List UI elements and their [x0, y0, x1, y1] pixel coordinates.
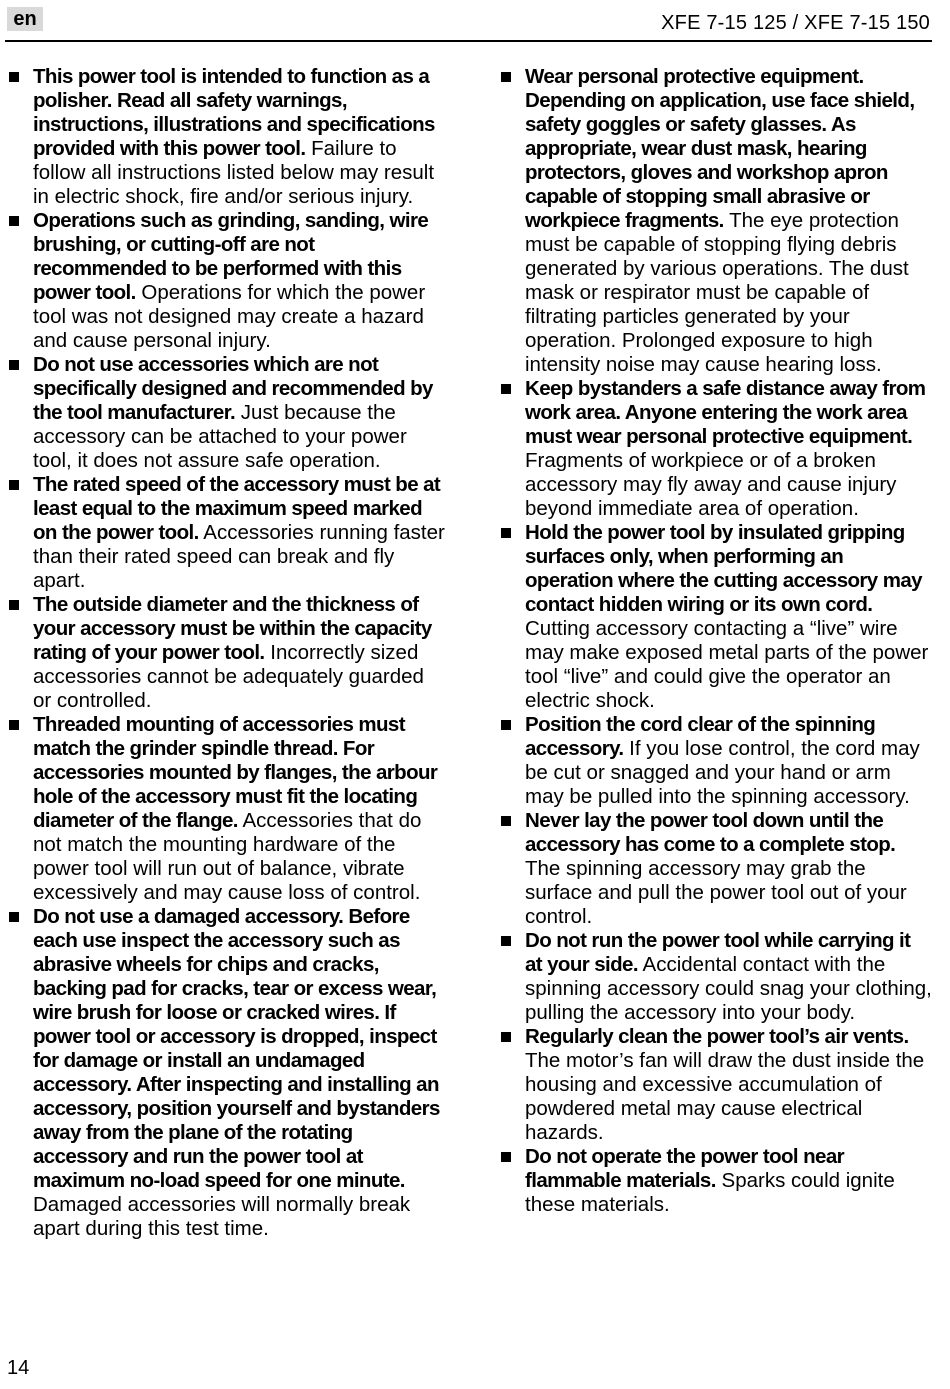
bullet-icon	[501, 528, 511, 538]
item-bold-text: Regularly clean the power tool’s air vents.	[525, 1025, 909, 1048]
bullet-icon	[501, 72, 511, 82]
item-text: Just because the accessory can be attached to your power tool, it does not assure safe operation.	[33, 401, 407, 472]
item-text: Failure to follow all instructions listed below may result in electric shock, fire and/or serious injury.	[33, 137, 435, 208]
item-text: Sparks could ignite these materials.	[525, 1169, 895, 1216]
safety-item	[497, 1025, 932, 1145]
bullet-icon	[501, 1152, 511, 1162]
bullet-icon	[9, 480, 19, 490]
safety-item	[5, 473, 445, 593]
item-text: The motor’s fan will draw the dust inside the housing and excessive accumulation of powdered metal may cause electrical hazards.	[525, 1049, 925, 1144]
safety-item	[5, 209, 445, 353]
item-bold-text: The outside diameter and the thickness of your accessory must be within the capacity rating of your power tool.	[33, 593, 432, 664]
safety-item	[497, 1145, 932, 1217]
item-text: The eye protection must be capable of stopping flying debris generated by various operations. The dust mask or respirator must be capable of filtrating particles generated by your operation. Prolonged exposure to high intensity noise may cause hearing loss.	[525, 209, 909, 376]
item-text: If you lose control, the cord may be cut or snagged and your hand or arm may be pulled into the spinning accessory.	[525, 737, 920, 808]
item-bold-text: Position the cord clear of the spinning accessory.	[525, 713, 876, 760]
safety-item	[497, 521, 932, 713]
safety-item	[5, 65, 445, 209]
bullet-icon	[501, 936, 511, 946]
bullet-icon	[501, 816, 511, 826]
item-bold-text: Keep bystanders a safe distance away from work area. Anyone entering the work area must wear personal protective equipment.	[525, 377, 926, 448]
item-text: Accessories that do not match the mounting hardware of the power tool will run out of balance, vibrate excessively and may cause loss of control.	[33, 809, 422, 904]
item-text: Damaged accessories will normally break apart during this test time.	[33, 1193, 411, 1240]
page-number: 14	[7, 1357, 30, 1379]
right-column	[497, 65, 932, 1217]
bullet-icon	[501, 1032, 511, 1042]
item-bold-text: Do not use accessories which are not specifically designed and recommended by the tool manufacturer.	[33, 353, 433, 424]
item-bold-text: Do not operate the power tool near flammable materials.	[525, 1145, 845, 1192]
safety-item	[5, 593, 445, 713]
item-text: Accidental contact with the spinning accessory could snag your clothing, pulling the accessory into your body.	[525, 953, 932, 1024]
item-bold-text: Operations such as grinding, sanding, wire brushing, or cutting-off are not recommended to be performed with this power tool.	[33, 209, 429, 304]
item-bold-text: Wear personal protective equipment. Depending on application, use face shield, safety goggles or safety glasses. As appropriate, wear dust mask, hearing protectors, gloves and workshop apron capable of stopping small abrasive or workpiece fragments.	[525, 65, 915, 232]
safety-item	[5, 905, 445, 1241]
bullet-icon	[9, 72, 19, 82]
item-text: Fragments of workpiece or of a broken accessory may fly away and cause injury beyond immediate area of operation.	[525, 449, 897, 520]
item-text: The spinning accessory may grab the surface and pull the power tool out of your control.	[525, 857, 907, 928]
model-title: XFE 7-15 125 / XFE 7-15 150	[661, 12, 930, 34]
item-text: Cutting accessory contacting a “live” wire may make exposed metal parts of the power tool “live” and could give the operator an electric shock.	[525, 617, 929, 712]
item-bold-text: Threaded mounting of accessories must match the grinder spindle thread. For accessories mounted by flanges, the arbour hole of the accessory must fit the locating diameter of the flange.	[33, 713, 438, 832]
bullet-icon	[9, 600, 19, 610]
language-badge: en	[7, 7, 43, 31]
header-rule	[5, 40, 932, 42]
bullet-icon	[501, 720, 511, 730]
item-text: Accessories running faster than their rated speed can break and fly apart.	[33, 521, 445, 592]
item-bold-text: Hold the power tool by insulated gripping surfaces only, when performing an operation where the cutting accessory may contact hidden wiring or its own cord.	[525, 521, 922, 616]
safety-item	[497, 929, 932, 1025]
safety-item	[497, 377, 932, 521]
item-text: Incorrectly sized accessories cannot be adequately guarded or controlled.	[33, 641, 424, 712]
item-bold-text: Do not use a damaged accessory. Before each use inspect the accessory such as abrasive wheels for chips and cracks, backing pad for cracks, tear or excess wear, wire brush for loose or cracked wires. If power tool or accessory is dropped, inspect for damage or install an undamaged accessory. After inspecting and installing an accessory, position yourself and bystanders away from the plane of the rotating accessory and run the power tool at maximum no-load speed for one minute.	[33, 905, 440, 1192]
bullet-icon	[9, 360, 19, 370]
safety-item	[5, 353, 445, 473]
left-column	[5, 65, 445, 1241]
bullet-icon	[9, 912, 19, 922]
bullet-icon	[501, 384, 511, 394]
item-bold-text: This power tool is intended to function as a polisher. Read all safety warnings, instructions, illustrations and specifications provided with this power tool.	[33, 65, 435, 160]
item-text: Operations for which the power tool was not designed may create a hazard and cause personal injury.	[33, 281, 426, 352]
bullet-icon	[9, 720, 19, 730]
safety-item	[497, 809, 932, 929]
item-bold-text: Do not run the power tool while carrying it at your side.	[525, 929, 911, 976]
bullet-icon	[9, 216, 19, 226]
item-bold-text: The rated speed of the accessory must be at least equal to the maximum speed marked on the power tool.	[33, 473, 441, 544]
safety-item	[497, 713, 932, 809]
item-bold-text: Never lay the power tool down until the accessory has come to a complete stop.	[525, 809, 896, 856]
safety-item	[497, 65, 932, 377]
safety-item	[5, 713, 445, 905]
